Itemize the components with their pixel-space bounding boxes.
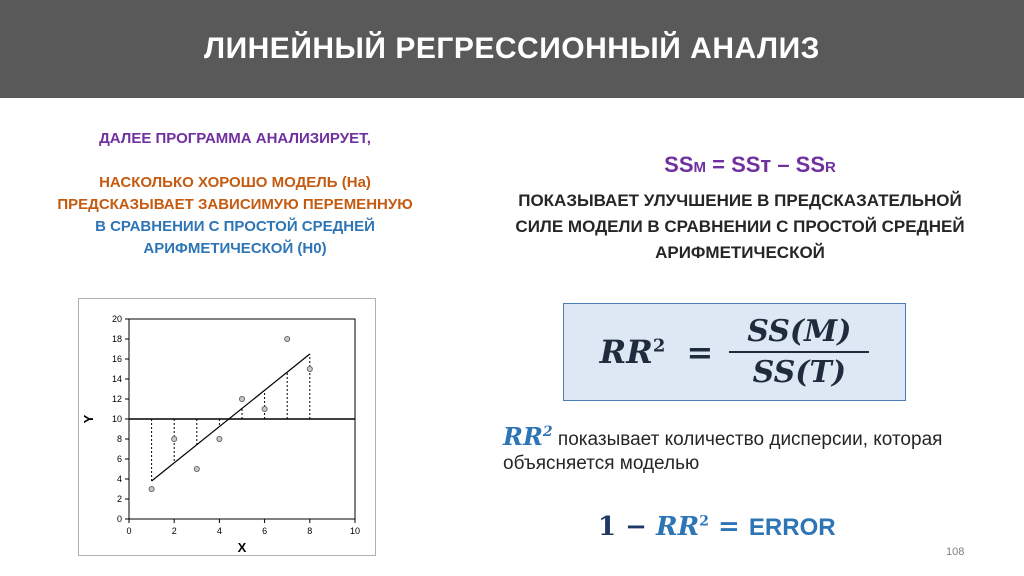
regression-chart [78, 298, 376, 556]
question-line-3: В СРАВНЕНИИ С ПРОСТОЙ СРЕДНЕЙ [95, 218, 375, 235]
ss-formula-ss1: SS [664, 152, 694, 177]
ss-formula-eq: = SS [706, 152, 761, 177]
rr-numerator: SS(M) [747, 314, 852, 349]
regression-line [152, 354, 310, 481]
y-axis-label: Y [81, 414, 96, 424]
x-tick-label: 10 [349, 526, 361, 536]
intro-line: ДАЛЕЕ ПРОГРАММА АНАЛИЗИРУЕТ, [99, 130, 371, 147]
y-tick-label: 10 [111, 414, 122, 424]
x-tick-label: 4 [216, 526, 222, 536]
ss-formula-r: R [825, 159, 836, 176]
ss-formula [565, 152, 935, 178]
ss-formula-t: т [760, 152, 772, 177]
y-tick-label: 18 [111, 334, 122, 344]
regression-chart-svg [79, 299, 375, 555]
y-tick-label: 16 [111, 354, 122, 364]
y-tick-label: 12 [111, 394, 122, 404]
error-formula-eq: = [718, 512, 740, 542]
y-tick-label: 6 [116, 454, 122, 464]
ss-formula-m: M [693, 159, 706, 176]
y-tick-label: 20 [111, 314, 122, 324]
question-line-1: НАСКОЛЬКО ХОРОШО МОДЕЛЬ (На) [99, 174, 371, 191]
x-tick-label: 6 [262, 526, 268, 536]
data-point [262, 406, 267, 411]
rr-equals: = [686, 333, 714, 371]
x-tick-label: 8 [307, 526, 313, 536]
rr-desc-sym-text: RR [503, 422, 543, 451]
rr-desc-symbol [503, 422, 553, 451]
error-formula-one: 1 [598, 512, 617, 542]
slide-title: ЛИНЕЙНЫЙ РЕГРЕССИОННЫЙ АНАЛИЗ [204, 32, 820, 65]
data-point [172, 436, 177, 441]
error-formula-sym: RR [656, 512, 700, 542]
error-formula [598, 512, 836, 542]
title-bar [0, 0, 1024, 98]
y-tick-label: 2 [116, 494, 122, 504]
x-tick-label: 2 [171, 526, 177, 536]
rr-formula-lhs [600, 333, 714, 371]
rr-formula-box [563, 303, 906, 401]
y-tick-label: 4 [116, 474, 122, 484]
question-line-2: ПРЕДСКАЗЫВАЕТ ЗАВИСИМУЮ ПЕРЕМЕННУЮ [57, 196, 413, 213]
data-point [194, 466, 199, 471]
rr-desc-text: показывает количество дисперсии, которая объясняется моделью [503, 429, 943, 474]
y-tick-label: 14 [111, 374, 122, 384]
x-tick-label: 0 [126, 526, 132, 536]
data-point [239, 396, 244, 401]
error-formula-label: ERROR [748, 514, 836, 541]
rr-desc-exp: 2 [542, 424, 553, 440]
page-number: 108 [946, 546, 965, 558]
y-tick-label: 0 [116, 514, 122, 524]
data-point [307, 366, 312, 371]
data-point [285, 336, 290, 341]
data-point [149, 486, 154, 491]
question-line-4: АРИФМЕТИЧЕСКОЙ (Н0) [143, 240, 327, 257]
data-point [217, 436, 222, 441]
rr-denominator: SS(T) [752, 355, 847, 390]
ss-description: ПОКАЗЫВАЕТ УЛУЧШЕНИЕ В ПРЕДСКАЗАТЕЛЬНОЙ СИЛЕ МОДЕЛИ В СРАВНЕНИИ С ПРОСТОЙ СРЕДНЕЙ АРИФМЕТИЧЕСКОЙ [515, 191, 965, 262]
error-formula-minus: − [625, 512, 647, 542]
y-tick-label: 8 [116, 434, 122, 444]
rr-description [503, 420, 973, 476]
rr-fraction [729, 314, 869, 390]
fraction-bar [729, 351, 869, 353]
left-text-block [30, 128, 440, 260]
error-formula-exp: 2 [699, 513, 709, 530]
rr-symbol: RR [599, 333, 653, 371]
rr-exponent: 2 [652, 335, 666, 357]
x-axis-label: X [237, 540, 247, 555]
ss-formula-minus: – SS [771, 152, 826, 177]
